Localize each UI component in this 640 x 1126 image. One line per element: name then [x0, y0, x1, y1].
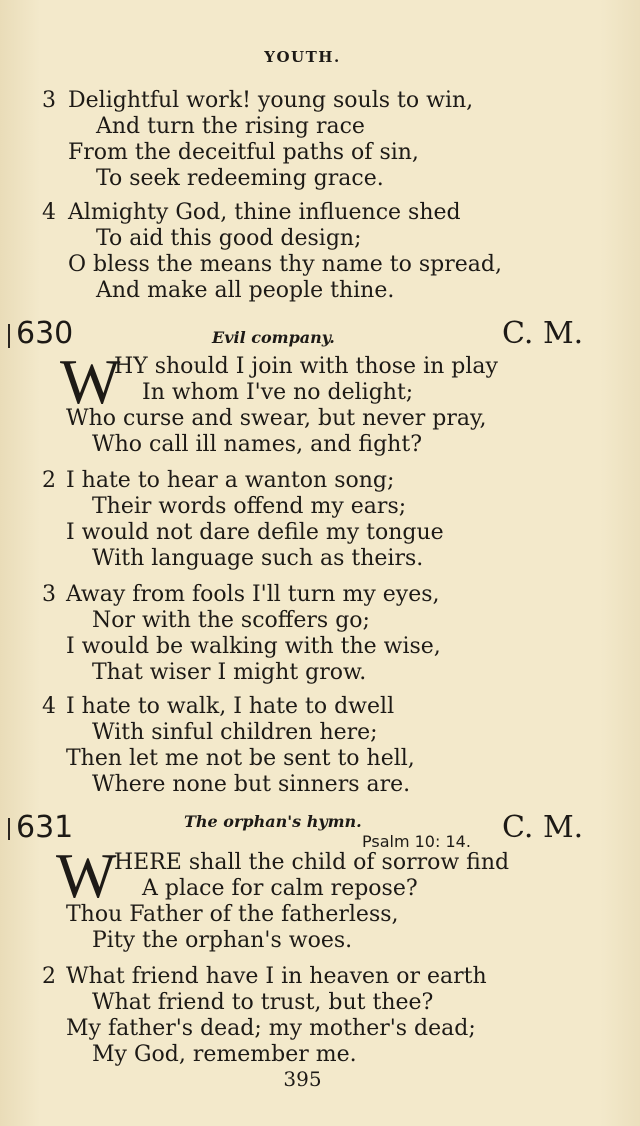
- page-number: 395: [283, 1067, 322, 1091]
- verse-line: Thou Father of the fatherless,: [66, 902, 399, 927]
- margin-mark: [8, 818, 10, 840]
- stanza-number: 3: [42, 582, 56, 607]
- hymn-number: 630: [16, 316, 74, 351]
- verse-line: My father's dead; my mother's dead;: [66, 1016, 476, 1041]
- verse-line: I would be walking with the wise,: [66, 634, 441, 659]
- margin-mark: [8, 324, 10, 348]
- verse-line: Almighty God, thine influence shed: [68, 200, 461, 225]
- verse-line: With language such as theirs.: [92, 546, 424, 571]
- verse-line: In whom I've no delight;: [142, 380, 414, 405]
- drop-cap: W: [56, 840, 117, 911]
- verse-line: Then let me not be sent to hell,: [66, 746, 415, 771]
- verse-line: A place for calm repose?: [142, 876, 418, 901]
- hymn-number: 631: [16, 810, 74, 845]
- stanza-number: 4: [42, 200, 56, 225]
- verse-line: My God, remember me.: [92, 1042, 357, 1067]
- verse-line: Away from fools I'll turn my eyes,: [66, 582, 440, 607]
- verse-line: What friend have I in heaven or earth: [66, 964, 487, 989]
- verse-line: O bless the means thy name to spread,: [68, 252, 502, 277]
- verse-line: I hate to walk, I hate to dwell: [66, 694, 395, 719]
- verse-line: Who curse and swear, but never pray,: [66, 406, 487, 431]
- running-head: YOUTH.: [264, 48, 341, 66]
- verse-line: Who call ill names, and fight?: [92, 432, 422, 457]
- verse-line: HY should I join with those in play: [114, 354, 498, 379]
- verse-line: HERE shall the child of sorrow find: [114, 850, 510, 875]
- stanza-number: 4: [42, 694, 56, 719]
- hymn-title: Evil company.: [212, 328, 335, 347]
- verse-line: I hate to hear a wanton song;: [66, 468, 395, 493]
- verse-line: With sinful children here;: [92, 720, 378, 745]
- meter-label: C. M.: [502, 316, 584, 351]
- scripture-reference: Psalm 10: 14.: [362, 832, 471, 851]
- verse-line: What friend to trust, but thee?: [92, 990, 434, 1015]
- verse-line: To aid this good design;: [96, 226, 362, 251]
- stanza-number: 2: [42, 964, 56, 989]
- verse-line: Their words offend my ears;: [92, 494, 407, 519]
- drop-cap: W: [60, 346, 121, 417]
- verse-line: That wiser I might grow.: [92, 660, 367, 685]
- verse-line: And make all people thine.: [96, 278, 395, 303]
- verse-line: Nor with the scoffers go;: [92, 608, 370, 633]
- verse-line: From the deceitful paths of sin,: [68, 140, 419, 165]
- verse-line: Pity the orphan's woes.: [92, 928, 353, 953]
- verse-line: I would not dare defile my tongue: [66, 520, 444, 545]
- meter-label: C. M.: [502, 810, 584, 845]
- verse-line: And turn the rising race: [96, 114, 365, 139]
- verse-line: To seek redeeming grace.: [96, 166, 384, 191]
- stanza-number: 3: [42, 88, 56, 113]
- verse-line: Where none but sinners are.: [92, 772, 411, 797]
- stanza-number: 2: [42, 468, 56, 493]
- hymn-title: The orphan's hymn.: [184, 812, 362, 831]
- verse-line: Delightful work! young souls to win,: [68, 88, 474, 113]
